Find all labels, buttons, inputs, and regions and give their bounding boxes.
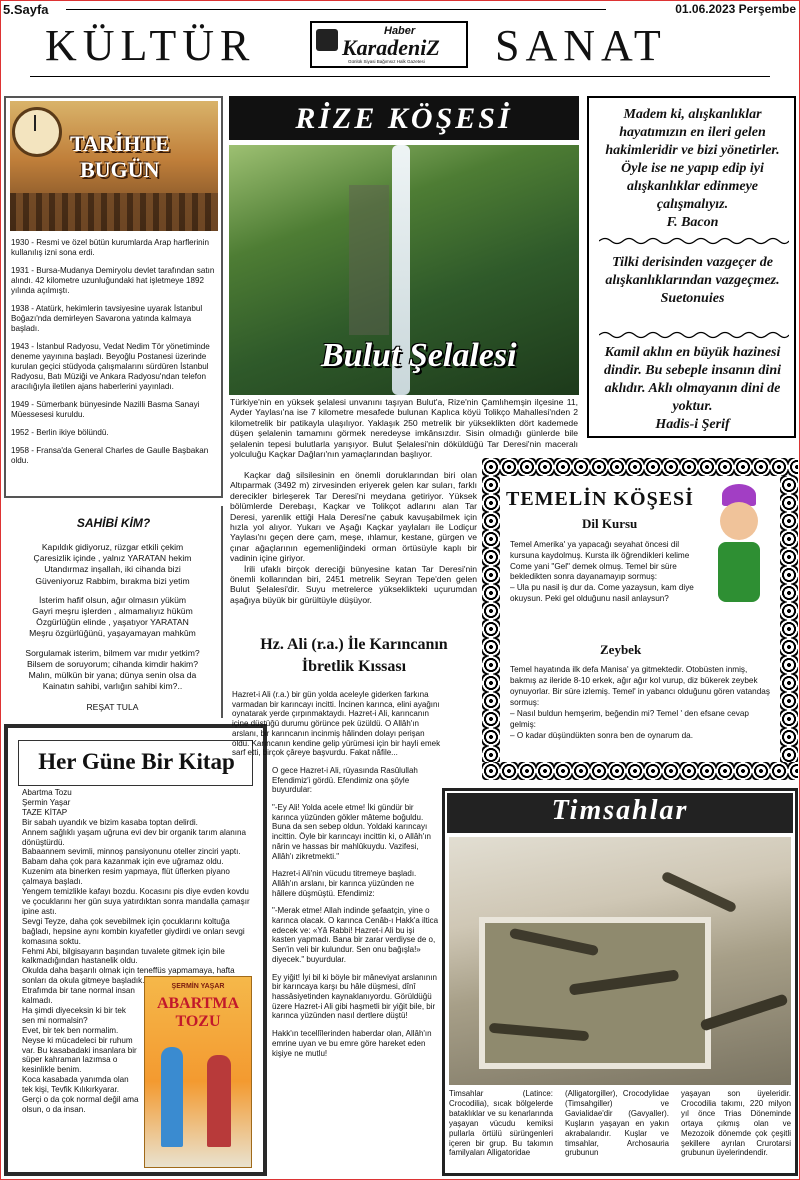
logo-flag-icon bbox=[316, 29, 338, 51]
photo-caption: Bulut Şelalesi bbox=[321, 337, 517, 374]
tarihte-item: 1931 - Bursa-Mudanya Demiryolu devlet tarafından satın alındı. 42 kilometre uzunluğundaki hat işletmeye 1892 yılında açılmıştı. bbox=[11, 266, 215, 295]
rize-paragraph: İrili ufaklı birçok dereciği bünyesine katan Tar Deresi'nin önemli kollarından biri, 2451 metrelik Seyran Tepe'den gelen Bulut Şelalesi'dir. Suyu metrelerce yükseklikteki uçurumdan aşağıya büyük bir gürültüyle düşüyor. bbox=[230, 563, 477, 605]
kitap-line: Neyse ki mücadeleci bir ruhum var. Bu kasabadaki insanlara bir süper kahraman lazımsa o kesinlikle benim. bbox=[22, 1035, 137, 1075]
sahibi-box bbox=[4, 506, 223, 718]
soldiers-silhouette bbox=[10, 193, 218, 231]
page-label-text: 5.Sayfa bbox=[3, 2, 49, 17]
rize-article-narrow bbox=[230, 470, 477, 605]
temel-story1-line: Temel Amerika' ya yapacağı seyahat öncesi dil kursuna kaydolmuş. Kursta ilk öğrendikleri kelime Come yani "Gel" demek olmuş. Temel bir süre bekledikten sonra dayanamayıp sormuş: bbox=[510, 540, 690, 582]
tarihte-box bbox=[4, 96, 223, 498]
poem-author: REŞAT TULA bbox=[86, 702, 139, 713]
poem-line: Kainatın sahibi, varlığın sahibi kim?.. bbox=[42, 681, 183, 692]
temel-story2-line: – O kadar düşündükten sonra ben de oynarum da. bbox=[510, 731, 693, 740]
timsah-box bbox=[442, 788, 798, 1176]
issue-date: 01.06.2023 Perşembe bbox=[675, 2, 796, 16]
temel-story2-title: Zeybek bbox=[600, 642, 642, 657]
kitap-title: Her Güne Bir Kitap bbox=[38, 749, 235, 774]
temel-cartoon bbox=[700, 484, 776, 610]
section-title-left: KÜLTÜR bbox=[45, 21, 256, 70]
temel-story1 bbox=[510, 540, 696, 605]
tarihte-item: 1952 - Berlin ikiye bölündü. bbox=[11, 428, 109, 437]
kitap-box bbox=[4, 724, 267, 1176]
ali-title-line2: İbretlik Kıssası bbox=[301, 658, 407, 675]
quote-author: Suetonuies bbox=[660, 291, 725, 306]
cliff-rock bbox=[349, 185, 389, 335]
poem-line: Kapıldık gidiyoruz, rüzgar etkili çekim bbox=[41, 542, 184, 552]
temel-story1-title: Dil Kursu bbox=[582, 516, 638, 531]
cover-title-line2: TOZU bbox=[175, 1013, 221, 1030]
ali-paragraph: Hakk'ın tecellîlerinden haberdar olan, Allâh'ın emrine uyan ve bu emre göre hareket eden kişiye ne mutlu! bbox=[272, 1029, 432, 1058]
clock-icon bbox=[12, 107, 62, 157]
kitap-line: Babam daha çok para kazanmak için eve uğramaz oldu. bbox=[22, 857, 224, 867]
ali-paragraph: Hazret-i Ali'nin vücudu titremeye başladı. Allâh'ın arslanı, bir karınca yüzünden ne hâllere düşmüştü. Efendimiz: bbox=[272, 869, 417, 898]
timsah-title: Timsahlar bbox=[551, 795, 689, 826]
ali-paragraph: Ey yiğit! İyi bil ki böyle bir mâneviyat arslanının bir karıncaya karşı bu hâle düşmesi, dînî hassâsiyetinden kaynaklanıyordu. Görüldüğü üzere Hazret-i Ali gibi haşmetli bir yiğit bile, bir karınca yüzünden nasıl dertlere düştü! bbox=[272, 972, 437, 1021]
rize-banner-text: RİZE KÖŞESİ bbox=[295, 102, 513, 135]
tarihte-list bbox=[11, 238, 217, 474]
kitap-line: Şermin Yaşar bbox=[22, 797, 71, 807]
poem-line: Gayri meşru işlerden , almamalıyız hüküm bbox=[32, 606, 193, 617]
quote-2 bbox=[595, 254, 790, 308]
timsah-text-col3: yaşayan son üyeleridir. Crocodilia takımı, 220 milyon yıl önce Trias Döneminde ortaya çıkmış olan ve Mezozoik dönemde çok çeşitli şekillere ayrılan Crurotarsi grubunun üyelerindendir. bbox=[681, 1089, 791, 1158]
temel-border-right bbox=[780, 476, 798, 762]
tarihte-logo-line2: BUGÜN bbox=[80, 157, 160, 182]
poem-line: Güveniyoruz Rabbim, bırakma bizi yetim bbox=[35, 575, 190, 586]
kitap-title-frame bbox=[18, 740, 253, 786]
header-bottom-rule bbox=[30, 76, 770, 77]
temel-story2-line: Temel hayatında ilk defa Manisa' ya gitmektedir. Otobüsten inmiş, bakmış az ileride 8-10 erkek, ağır ağır kol vurup, diz bükerek zeybek oynuyorlar. Bir süre izlemiş. Temel' in yabancı olduğunu gören vatandaş sormuş: bbox=[510, 665, 770, 707]
temel-border-bottom bbox=[482, 762, 798, 780]
tarihte-item: 1943 - İstanbul Radyosu, Vedat Nedim Tör yönetiminde deneme yayınına başladı. Beyoğlu Postanesi üzerinde kurulan geçici stüdyoda çalışmalarını sürdüren İstanbul Radyosu, Batı Müziği ve Ankara Radyosu'ndan telefon aracılığıyla iletilen ajans haberlerini yayınladı. bbox=[11, 342, 210, 391]
rize-paragraph: Türkiye'nin en yüksek şelalesi unvanını taşıyan Bulut'a, Rize'nin Çamlıhemşin ilçesine 11, Ayder Yaylası'na ise 7 kilometre mesafede bulunan Kaplıca köyü Tolikço Mahallesi'nden 2 kilometrelik bir patikayla ulaşılıyor. Yaklaşık 250 metrelik bir yükseklikten dört kademede düşen şelalenin tamamını görmek neredeyse imkânsızdır. Sisin olmadığı günlerde bile şelalenin tepesi bulutlarla yarışıyor. Bulut Şelalesi'nin döküldüğü Tar Deresi'nin maceralı yolculuğu Kaçkar Dağları'nın yamaçlarından başlıyor. bbox=[230, 397, 578, 460]
poem-line: Bilsem de soruyorum; cihanda kimdir hakim? bbox=[27, 658, 198, 669]
section-title-right: SANAT bbox=[495, 21, 667, 70]
ali-article bbox=[232, 690, 441, 1066]
kitap-line: Yengem temizlikle kafayı bozdu. Kocasını pis diye evden kovdu ve çocuklarını her gün suya yatırdıktan sonra mandalla çamaşır ipine astı. bbox=[22, 887, 250, 916]
kitap-line: TAZE KİTAP bbox=[22, 807, 68, 817]
ornament-divider bbox=[599, 236, 789, 246]
tarihte-item: 1958 - Fransa'da General Charles de Gaulle Başbakan oldu. bbox=[11, 446, 209, 465]
sahibi-poem bbox=[4, 542, 221, 714]
temel-title: TEMELİN KÖŞESİ bbox=[506, 488, 694, 510]
temel-border-top bbox=[482, 458, 798, 476]
poem-stanza bbox=[4, 542, 221, 587]
cartoon-face-icon bbox=[720, 502, 758, 540]
kitap-line: Annem sağlıklı yaşam uğruna evi dev bir organik tarım alanına dönüştürdü. bbox=[22, 827, 247, 847]
kitap-line: Fehmi Abi, bilgisayarın başından tuvalete gitmek için bile kalkmadığından hastanelik oldu. bbox=[22, 946, 225, 966]
temel-story2-line: – Nasıl buldun hemşerim, beğendin mi? Temel ' den efsane cevap gelmiş: bbox=[510, 709, 749, 729]
quote-author: Hadis-i Şerif bbox=[655, 417, 730, 432]
newspaper-logo bbox=[310, 21, 468, 68]
cover-boy-figure bbox=[207, 1055, 231, 1147]
timsah-title-frame bbox=[447, 793, 793, 833]
quote-3 bbox=[595, 344, 790, 434]
logo-main: KaradeniZ bbox=[342, 35, 440, 60]
ali-paragraph: Hazret-i Ali (r.a.) bir gün yolda aceleyle giderken farkına varmadan bir karıncayı incitti. İncinen karınca, elini ayağını oynatarak yerde çırpınmaktaydı. Hazret-i Ali, karıncanın içine düştüğü durumu görünce pek üzüldü. O Allâh'ın arslanı, bir karıncanın incinmiş hâlinden dolayı perişan oldu. Karıncanın kendine gelip yürümesi için bir hayli emek sarf etti, birçok çâreye başvurdu. Fakat nâfile... bbox=[232, 690, 441, 758]
poem-line: Malın, mülkün bir yana; dünya senin olsa da bbox=[28, 670, 197, 681]
kitap-line: Etrafımda bir tane normal insan kalmadı. bbox=[22, 986, 135, 1006]
tarihte-item: 1949 - Sümerbank bünyesinde Nazilli Basma Sanayi Müessesesi kuruldu. bbox=[11, 400, 200, 419]
poem-line: Çaresizlik içinde , yalnız YARATAN hekim bbox=[33, 553, 192, 564]
pool-water bbox=[479, 917, 711, 1069]
kitap-line: Sevgi Teyze, daha çok sevebilmek için çocuklarını koltuğa bağladı, hepsine aynı kombin kıyafetler giydirdi ve onları sevgi komasına soktu. bbox=[22, 916, 245, 946]
quote-text: Tilki derisinden vazgeçer de alışkanlıklarından vazgeçmez. bbox=[605, 255, 780, 288]
poem-line: İsterim hafif olsun, ağır olmasın yüküm bbox=[38, 594, 187, 605]
poem-stanza bbox=[4, 595, 221, 640]
ali-title-line1: Hz. Ali (r.a.) İle Karıncanın bbox=[260, 636, 448, 653]
ali-paragraph: "-Ey Ali! Yolda acele etme! İki gündür bir karınca yüzünden gökler mâteme boğuldu. Buna da sen sebep oldun. Yoldaki karıncayı incittin. Öyle bir karıncayı incittin ki, o Allâh'ın nârin ve hassas bir mahlûkuydu. Vazifesi, Allâh'ı zikretmekti." bbox=[272, 803, 431, 861]
poem-stanza bbox=[4, 648, 221, 693]
cover-girl-figure bbox=[161, 1047, 183, 1147]
rize-paragraph: Kaçkar dağ silsilesinin en önemli doruklarından biri olan Altıparmak (3492 m) zirvesinden eriyerek gelen kar suları, farklı derecikler birleşerek Tar Deresi'ni meydana getiriyor. Yüksek bölümlerde Derebaşı, Kaçkar ve Tolikçot adlarını alan Tar Deresi, yarenlik ettiği Hala Deresi'ne çabuk kavuşabilmek için hızla yol alıyor. Yukarı ve Aşağı Kaçkar yaylaları ile Lodiçur Yaylası'nı geçen dere çam, meşe, ıhlamur, kestane, gürgen ve çınar ağaçlarının egemenliğindeki orman örtüsüyle kaplı bir vadinin içine giriyor. bbox=[230, 470, 477, 564]
timsah-text-col2: (Alligatorgiller), Crocodylidae (Timsahgiller) ve Gavialidae'dir (Gavyaller). Kuşların yaşayan en yakın akrabalarıdır. Kuşlar ve timsahlar, Archosauria grubunun bbox=[565, 1089, 669, 1158]
ali-paragraph: O gece Hazret-i Ali, rüyasında Rasûlullah Efendimiz'i gördü. Efendimiz ona şöyle buyurdular: bbox=[272, 765, 418, 795]
tarihte-illustration bbox=[10, 101, 218, 231]
logo-sub: Günlük Siyasi Bağımsız Halk Gazetesi bbox=[348, 59, 425, 64]
quote-author: F. Bacon bbox=[666, 215, 719, 230]
rize-article bbox=[230, 397, 578, 459]
quote-text: Kamil aklın en büyük hazinesi dindir. Bu sebeple insanın dini aklıdır. Aklı olmayanın dini de yoktur. bbox=[604, 345, 781, 414]
temel-story2 bbox=[510, 664, 772, 741]
kitap-line: Okulda daha başarılı olmak için teneffüs yapmamaya, hafta sonları da okula gitmeye başladık. bbox=[22, 966, 235, 986]
tarihte-logo-line1: TARİHTE bbox=[70, 131, 170, 156]
book-cover bbox=[144, 976, 252, 1168]
temel-box bbox=[482, 458, 798, 780]
kitap-line: Babaannem sevimli, minnoş pansiyonunu oteller zinciri yaptı. bbox=[22, 847, 241, 857]
crocodile-photo bbox=[449, 837, 791, 1085]
waterfall-photo bbox=[229, 145, 579, 395]
cartoon-body-icon bbox=[718, 542, 760, 602]
crocodile-icon bbox=[661, 871, 738, 914]
tarihte-item: 1930 - Resmi ve özel bütün kurumlarda Arap harflerinin kullanılış izni sona erdi. bbox=[11, 238, 209, 257]
crocodile-icon bbox=[700, 993, 789, 1031]
sahibi-title: SAHİBİ KİM? bbox=[76, 516, 151, 530]
kitap-line: Bir sabah uyandık ve bizim kasaba toptan delirdi. bbox=[22, 817, 198, 827]
timsah-text-col1: Timsahlar (Latince: Crocodilia), sıcak bölgelerde bataklıklar ve su kenarlarında yaşayan vücudu kemiksi pullarla örtülü sürüngenleri içeren bir grup. Bu takımın familyaları Alligatoridae bbox=[449, 1089, 553, 1158]
quote-1 bbox=[595, 106, 790, 232]
cover-title-line1: ABARTMA bbox=[156, 995, 240, 1012]
logo-top: Haber bbox=[384, 25, 416, 37]
poem-line: Utandırmaz inşallah, iki cihanda bizi bbox=[44, 564, 181, 575]
tarihte-item: 1938 - Atatürk, hekimlerin tavsiyesine uyarak İstanbul Boğazı'nda demirleyen Savarona yatında kalmaya başladı. bbox=[11, 304, 203, 333]
temel-border-left bbox=[482, 476, 500, 762]
page-label bbox=[3, 2, 49, 17]
kitap-line: Evet, bir tek ben normalim. bbox=[22, 1025, 119, 1035]
cover-author: ŞERMİN YAŞAR bbox=[171, 983, 225, 990]
temel-story1-line: – Ula pu nasil iş dur da. Come yazaysun, kam diye okuysun. Peki gel olduğunu nasil anlaysun? bbox=[510, 583, 694, 603]
kitap-line: Gerçi o da çok normal değil ama olsun, o da insan. bbox=[22, 1095, 139, 1114]
kitap-line: Kuzenim ata binerken resim yapmaya, flüt üflerken piyano çalmaya başladı. bbox=[22, 867, 230, 887]
poem-line: Sorgulamak isterim, bilmem var mıdır yetkim? bbox=[25, 647, 200, 658]
ornament-divider bbox=[599, 330, 789, 340]
kitap-line: Abartma Tozu bbox=[22, 788, 72, 797]
ali-paragraph: "-Merak etme! Allah indinde şefaatçin, yine o karınca olacak. O karınca Cenâb-ı Hakk'a iltica edecek ve: «Yâ Rabbi! Hazret-i Ali bu işi kasten yapmadı. Bana bir zarar verdiyse de o, Sen'in veli bir kulundur. Sen onu bağışla!» diyecek." buyurdular. bbox=[272, 906, 439, 964]
header-top-rule bbox=[66, 9, 606, 10]
clock-hand-icon bbox=[34, 115, 36, 131]
kitap-line: Koca kasabada yanımda olan tek kişi, Tevfik Kılıkırkyarar. bbox=[22, 1075, 129, 1095]
rize-banner bbox=[229, 96, 579, 140]
quote-text: Madem ki, alışkanlıklar hayatımızın en ileri gelen hakimleridir ve bizi yönetirler. Öyle ise ne yapıp edip iyi alışkanlıklar edinmeye çalışmalıyız. bbox=[605, 107, 780, 212]
poem-line: Özgürlüğün elinde , yaşatıyor YARATAN bbox=[36, 617, 189, 628]
kitap-line: Ha şimdi diyeceksin ki bir tek sen mi normalsin? bbox=[22, 1005, 126, 1025]
poem-line: Meşru özgürlüğünü, yaşayamayan mahkûm bbox=[29, 628, 196, 639]
quotes-box bbox=[587, 96, 796, 438]
